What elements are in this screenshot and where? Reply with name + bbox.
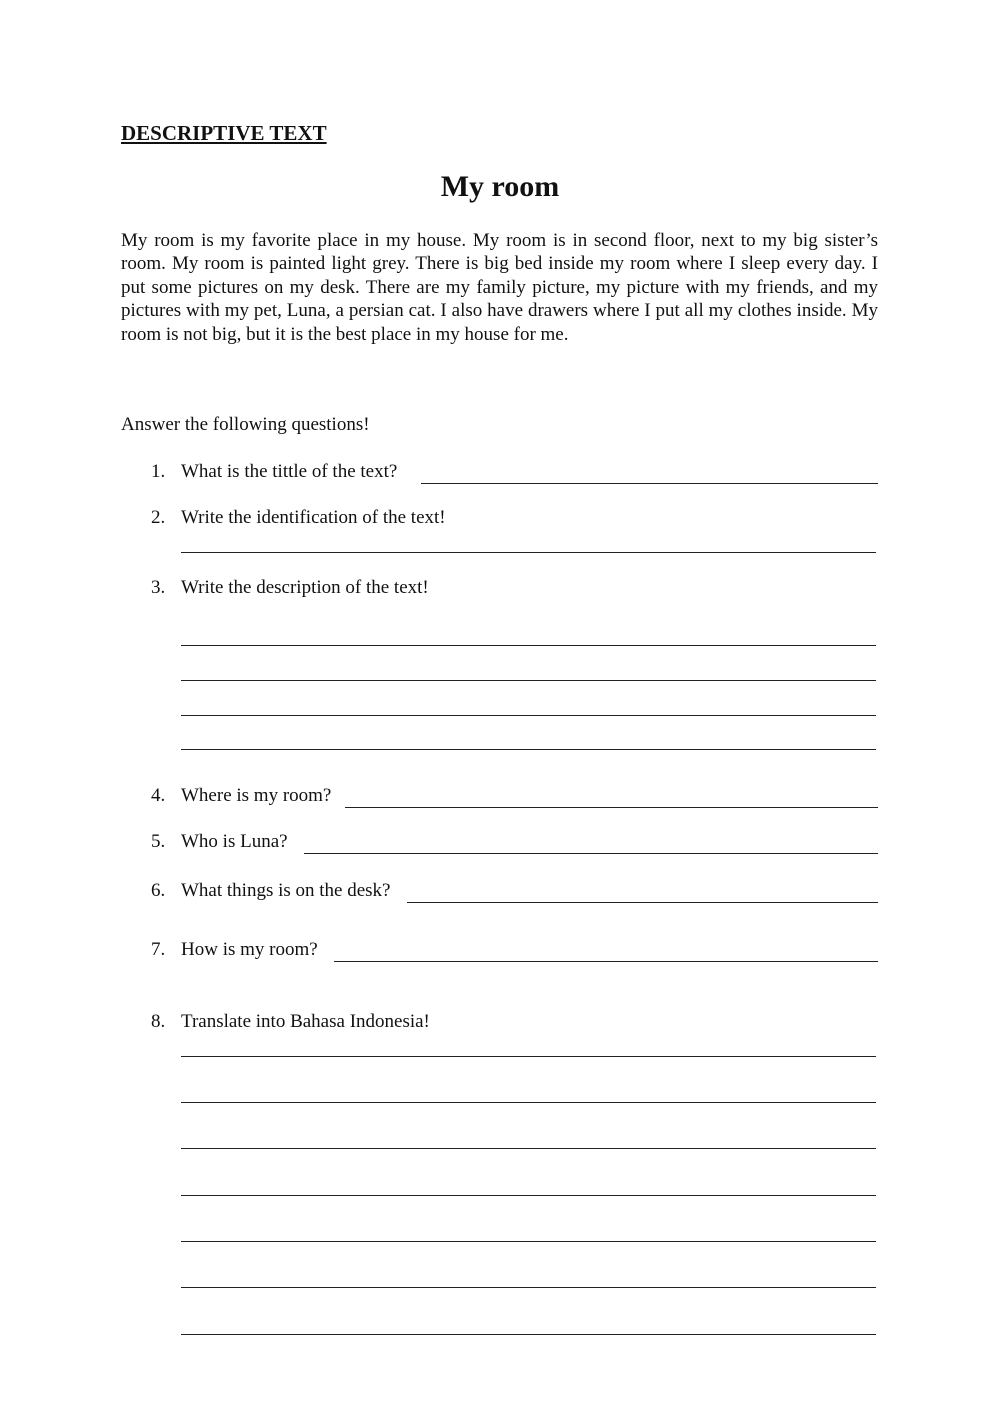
question-number: 3.: [151, 577, 166, 598]
section-heading: DESCRIPTIVE TEXT: [121, 121, 327, 145]
answer-line[interactable]: [181, 749, 876, 750]
text-title: My room: [440, 170, 560, 203]
answer-line[interactable]: [181, 1334, 876, 1335]
answer-blank[interactable]: [304, 853, 878, 854]
answer-line[interactable]: [181, 715, 876, 716]
question-number: 6.: [151, 880, 166, 901]
answer-blank[interactable]: [407, 902, 878, 903]
answer-blank[interactable]: [334, 961, 878, 962]
question-number: 7.: [151, 939, 166, 960]
question-number: 2.: [151, 507, 166, 528]
answer-line[interactable]: [181, 1102, 876, 1103]
question-text: Write the identification of the text!: [181, 507, 446, 528]
question-text: How is my room?: [181, 939, 318, 960]
question-number: 4.: [151, 785, 166, 806]
question-text: Write the description of the text!: [181, 577, 429, 598]
question-text: Who is Luna?: [181, 831, 288, 852]
answer-line[interactable]: [181, 1241, 876, 1242]
answer-line[interactable]: [181, 1056, 876, 1057]
question-number: 5.: [151, 831, 166, 852]
answer-line[interactable]: [181, 680, 876, 681]
answer-line[interactable]: [181, 1287, 876, 1288]
answer-line[interactable]: [181, 1148, 876, 1149]
instruction: Answer the following questions!: [121, 414, 370, 435]
answer-line[interactable]: [181, 1195, 876, 1196]
reading-passage: My room is my favorite place in my house. My room is in second floor, next to my big sister’s room. My room is painted light grey. There is big bed inside my room where I sleep every day. I put some pictures on my desk. There are my family picture, my picture with my friends, and my pictures with my pet, Luna, a persian cat. I also have drawers where I put all my clothes inside. My room is not big, but it is the best place in my house for me.: [121, 230, 878, 345]
answer-blank[interactable]: [345, 807, 878, 808]
answer-blank[interactable]: [421, 483, 878, 484]
question-text: What things is on the desk?: [181, 880, 391, 901]
answer-line[interactable]: [181, 645, 876, 646]
question-text: Where is my room?: [181, 785, 332, 806]
question-number: 8.: [151, 1011, 166, 1032]
answer-line[interactable]: [181, 552, 876, 553]
question-number: 1.: [151, 461, 166, 482]
question-text: What is the tittle of the text?: [181, 461, 398, 482]
question-text: Translate into Bahasa Indonesia!: [181, 1011, 430, 1032]
